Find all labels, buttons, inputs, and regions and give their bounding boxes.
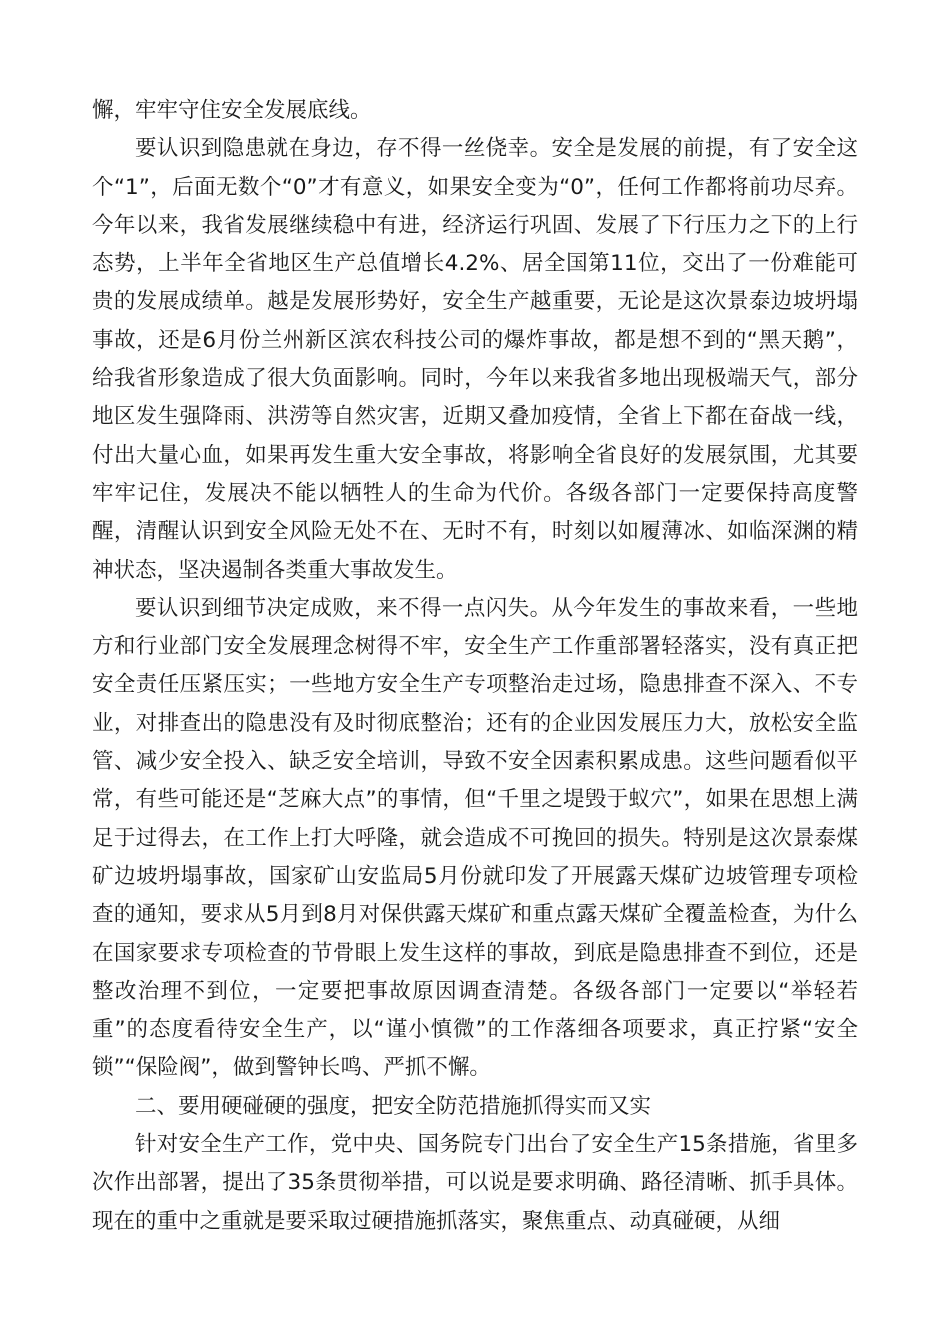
document-page [92,92,858,1241]
paragraph-hidden-danger: 要认识到隐患就在身边，存不得一丝侥幸。安全是发展的前提，有了安全这个“1”，后面无数个“0”才有意义，如果安全变为“0”，任何工作都将前功尽弃。今年以来，我省发展继续稳中有进，经济运行巩固、发展了下行压力之下的上行态势，上半年全省地区生产总值增长4.2%、居全国第11位，交出了一份难能可贵的发展成绩单。越是发展形势好，安全生产越重要，无论是这次景泰边坡坍塌事故，还是6月份兰州新区滨农科技公司的爆炸事故，都是想不到的“黑天鹅”，给我省形象造成了很大负面影响。同时，今年以来我省多地出现极端天气，部分地区发生强降雨、洪涝等自然灾害，近期又叠加疫情，全省上下都在奋战一线，付出大量心血，如果再发生重大安全事故，将影响全省良好的发展氛围，尤其要牢牢记住，发展决不能以牺牲人的生命为代价。各级各部门一定要保持高度警醒，清醒认识到安全风险无处不在、无时不有，时刻以如履薄冰、如临深渊的精神状态，坚决遏制各类重大事故发生。 [92,136,858,583]
paragraph-measures: 针对安全生产工作，党中央、国务院专门出台了安全生产15条措施，省里多次作出部署，提出了35条贯彻举措，可以说是要求明确、路径清晰、抓手具体。现在的重中之重就是要采取过硬措施抓落实，聚焦重点、动真碰硬，从细 [92,1132,858,1234]
paragraph-details-matter: 要认识到细节决定成败，来不得一点闪失。从今年发生的事故来看，一些地方和行业部门安全发展理念树得不牢，安全生产工作重部署轻落实，没有真正把安全责任压紧压实；一些地方安全生产专项整治走过场，隐患排查不深入、不专业，对排查出的隐患没有及时彻底整治；还有的企业因发展压力大，放松安全监管、减少安全投入、缺乏安全培训，导致不安全因素积累成患。这些问题看似平常，有些可能还是“芝麻大点”的事情，但“千里之堤毁于蚁穴”，如果在思想上满足于过得去，在工作上打大呼隆，就会造成不可挽回的损失。特别是这次景泰煤矿边坡坍塌事故，国家矿山安监局5月份就印发了开展露天煤矿边坡管理专项检查的通知，要求从5月到8月对保供露天煤矿和重点露天煤矿全覆盖检查，为什么在国家要求专项检查的节骨眼上发生这样的事故，到底是隐患排查不到位，还是整改治理不到位，一定要把事故原因调查清楚。各级各部门一定要以“举轻若重”的态度看待安全生产，以“谨小慎微”的工作落细各项要求，真正拧紧“安全锁”“保险阀”，做到警钟长鸣、严抓不懈。 [92,595,858,1081]
paragraph-continuation: 懈，牢牢守住安全发展底线。 [92,98,372,123]
section-heading: 二、要用硬碰硬的强度，把安全防范措施抓得实而又实 [135,1093,652,1119]
